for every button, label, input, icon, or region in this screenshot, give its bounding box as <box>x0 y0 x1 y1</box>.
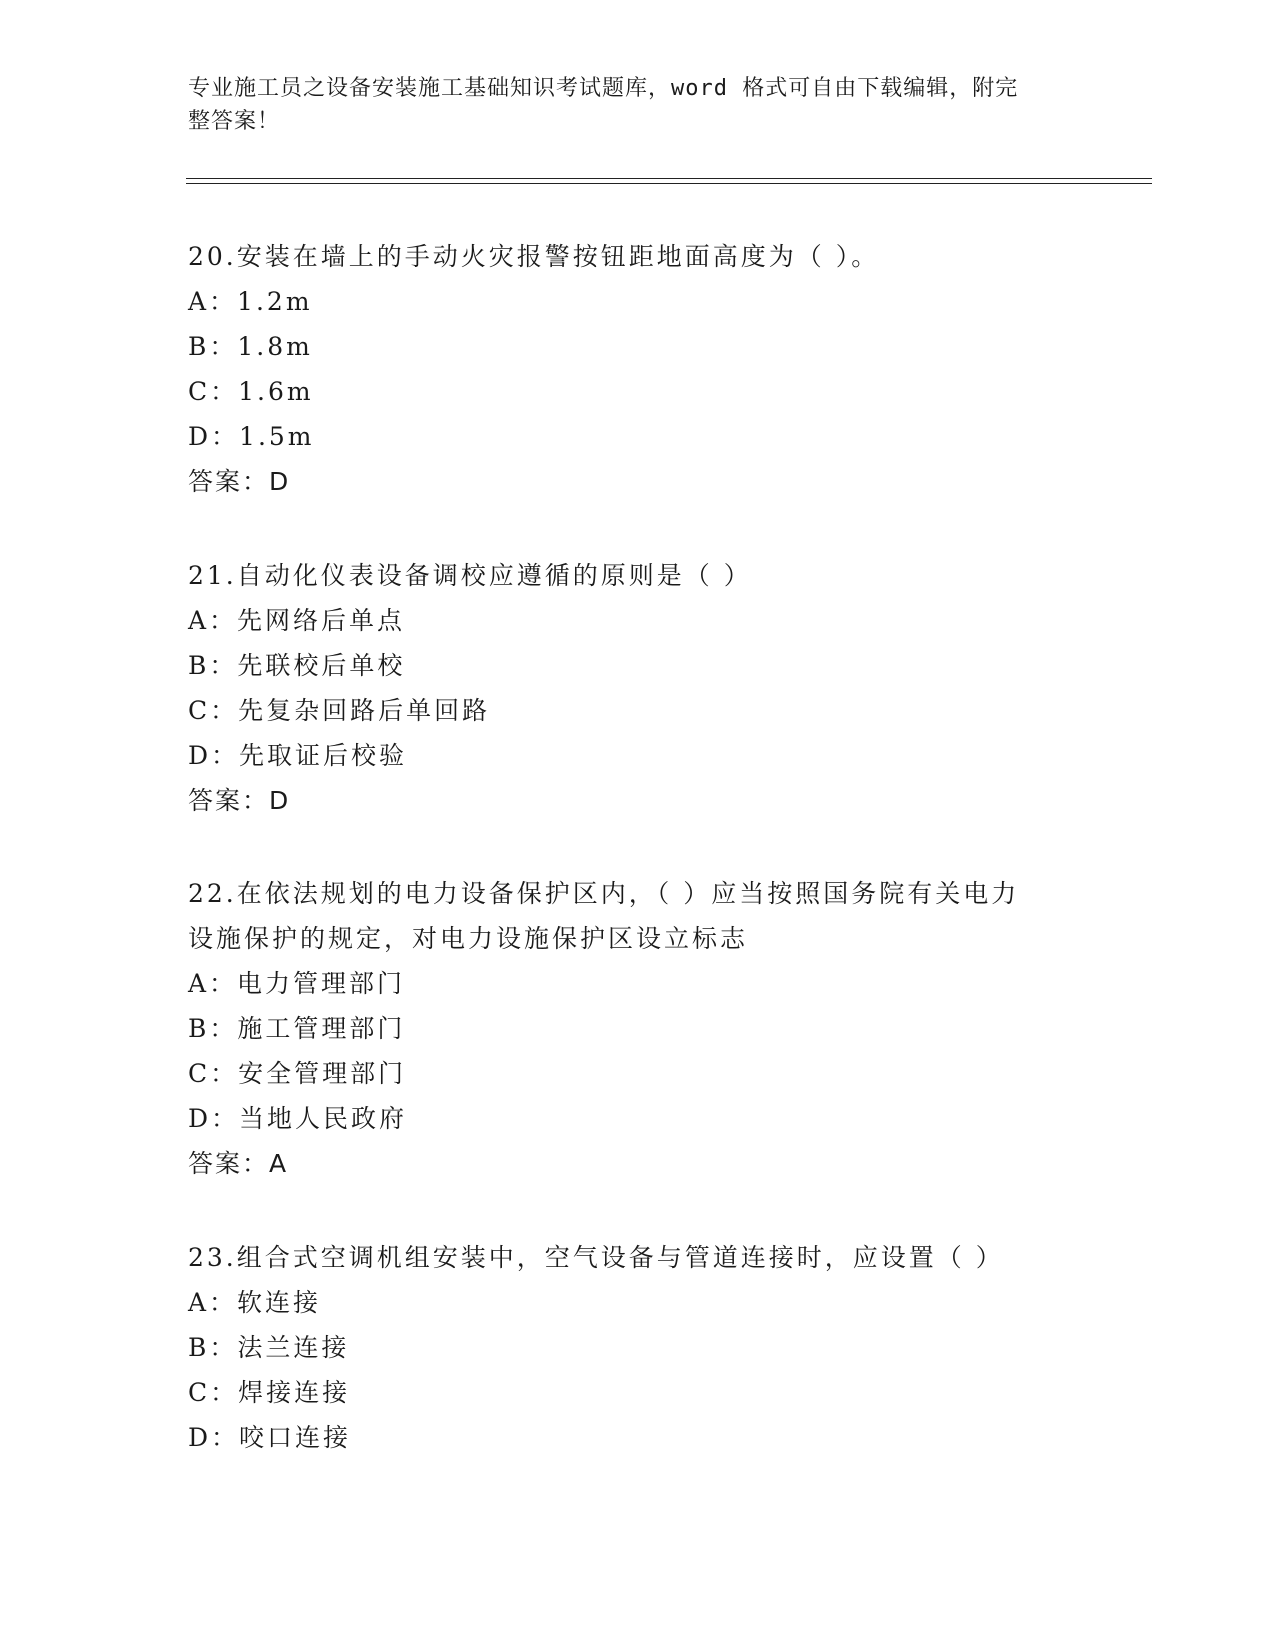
question-23 <box>188 1235 1088 1460</box>
option-a: A：先网络后单点 <box>188 606 406 635</box>
header-divider-top <box>186 178 1152 179</box>
option-c: C：1.6m <box>188 377 314 406</box>
option-a: A：软连接 <box>188 1288 322 1317</box>
header-divider-bottom <box>186 183 1152 184</box>
question-22 <box>188 871 1088 1186</box>
question-20 <box>188 234 1088 504</box>
option-d: D：1.5m <box>188 422 315 451</box>
document-intro <box>188 72 1068 138</box>
option-c: C：先复杂回路后单回路 <box>188 696 491 725</box>
option-c: C：焊接连接 <box>188 1378 351 1407</box>
intro-line-2: 整答案！ <box>188 109 281 134</box>
option-b: B：先联校后单校 <box>188 651 406 680</box>
answer: 答案：D <box>188 786 291 815</box>
option-c: C：安全管理部门 <box>188 1059 407 1088</box>
question-stem: 23.组合式空调机组安装中，空气设备与管道连接时，应设置（ ） <box>188 1243 1004 1272</box>
question-stem-line-2: 设施保护的规定，对电力设施保护区设立标志 <box>188 924 749 953</box>
question-21 <box>188 553 1088 823</box>
intro-line-1: 专业施工员之设备安装施工基础知识考试题库，word 格式可自由下载编辑，附完 <box>188 76 1019 101</box>
option-d: D：咬口连接 <box>188 1423 352 1452</box>
question-stem: 20.安装在墙上的手动火灾报警按钮距地面高度为（ ）。 <box>188 242 880 271</box>
question-stem: 21.自动化仪表设备调校应遵循的原则是（ ） <box>188 561 752 590</box>
option-a: A：电力管理部门 <box>188 969 406 998</box>
option-d: D：当地人民政府 <box>188 1104 408 1133</box>
option-a: A：1.2m <box>188 287 313 316</box>
option-b: B：1.8m <box>188 332 313 361</box>
option-b: B：施工管理部门 <box>188 1014 406 1043</box>
answer: 答案：D <box>188 467 291 496</box>
option-d: D：先取证后校验 <box>188 741 408 770</box>
answer: 答案：A <box>188 1149 289 1178</box>
question-stem-line-1: 22.在依法规划的电力设备保护区内，（ ）应当按照国务院有关电力 <box>188 879 1020 908</box>
option-b: B：法兰连接 <box>188 1333 350 1362</box>
